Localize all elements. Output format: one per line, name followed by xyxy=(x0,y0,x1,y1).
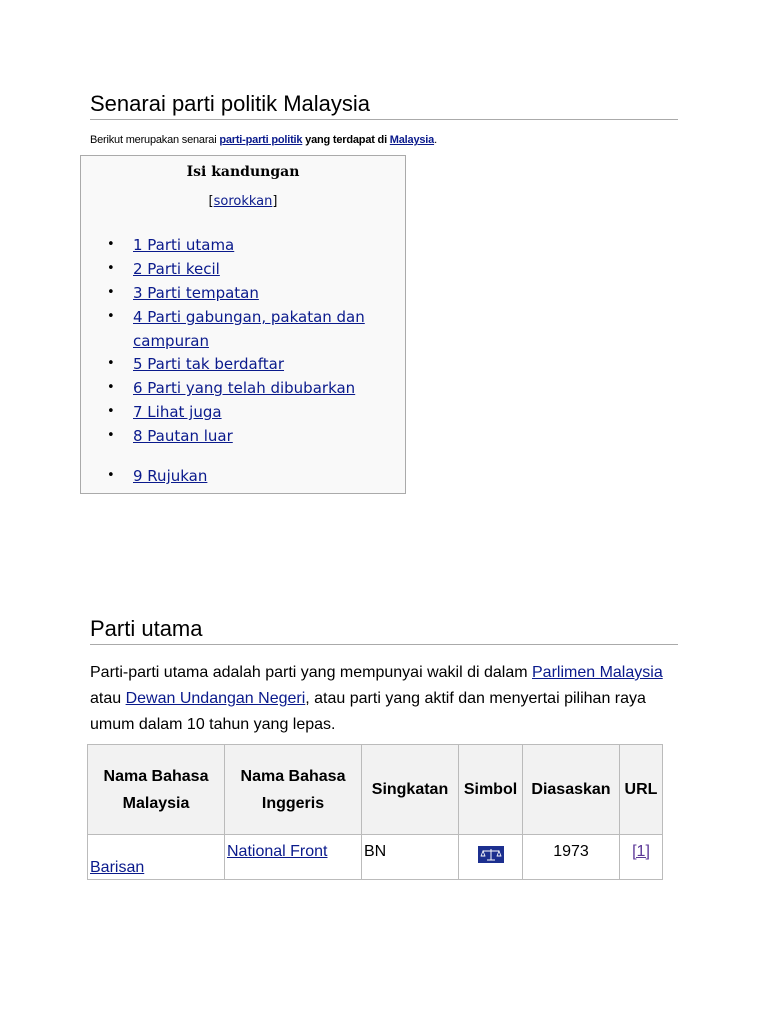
bullet-icon: • xyxy=(107,285,115,300)
intro-after: . xyxy=(434,134,437,146)
section-heading-parti-utama: Parti utama xyxy=(90,616,678,645)
col-header-nama-bm: Nama Bahasa Malaysia xyxy=(88,745,225,835)
cell-url xyxy=(620,835,663,880)
toc-list xyxy=(81,156,405,493)
toc-toggle-bracket-open: [ xyxy=(208,194,214,209)
scales-icon[interactable] xyxy=(478,846,504,863)
intro-before: Berikut merupakan senarai xyxy=(90,134,220,146)
toc-link-pautan-luar[interactable]: 8 Pautan luar xyxy=(133,427,233,445)
toc-hide-link[interactable]: sorokkan xyxy=(213,194,273,209)
table-of-contents xyxy=(80,155,406,494)
cell-diasaskan xyxy=(523,835,620,880)
table-row xyxy=(88,835,663,880)
col-header-diasaskan: Diasaskan xyxy=(523,745,620,835)
bullet-icon: • xyxy=(107,380,115,395)
parties-table xyxy=(87,744,663,880)
toc-link-lihat-juga[interactable]: 7 Lihat juga xyxy=(133,403,222,421)
founded-text: 1973 xyxy=(553,843,589,860)
bullet-icon: • xyxy=(107,468,115,483)
bullet-icon: • xyxy=(107,261,115,276)
col-header-nama-bi: Nama Bahasa Inggeris xyxy=(225,745,362,835)
col-header-simbol: Simbol xyxy=(459,745,523,835)
toc-link-parti-gabungan[interactable]: 4 Parti gabungan, pakatan dan campuran xyxy=(133,308,365,350)
para-text-3: , atau parti yang aktif dan menyertai pilihan raya umum dalam 10 tahun yang lepas. xyxy=(90,690,646,733)
toc-link-parti-utama[interactable]: 1 Parti utama xyxy=(133,236,235,254)
col-header-singkatan: Singkatan xyxy=(362,745,459,835)
table-header-row xyxy=(88,745,663,835)
cell-nama-bm xyxy=(88,835,225,880)
bullet-icon: • xyxy=(107,356,115,371)
toc-title: Isi kandungan xyxy=(186,164,300,180)
bullet-icon: • xyxy=(107,309,115,324)
para-text-1: Parti-parti utama adalah parti yang mempunyai wakil di dalam xyxy=(90,664,532,681)
page-title: Senarai parti politik Malaysia xyxy=(90,91,678,120)
abbr-text: BN xyxy=(364,843,387,860)
toc-link-parti-tak-berdaftar[interactable]: 5 Parti tak berdaftar xyxy=(133,355,285,373)
toc-link-rujukan[interactable]: 9 Rujukan xyxy=(133,467,208,485)
cell-singkatan xyxy=(362,835,459,880)
bullet-icon: • xyxy=(107,428,115,443)
toc-link-parti-dibubarkan[interactable]: 6 Parti yang telah dibubarkan xyxy=(133,379,356,397)
link-parti-politik[interactable]: parti-parti politik xyxy=(219,134,303,146)
cell-nama-bi xyxy=(225,835,362,880)
link-parlimen-malaysia[interactable]: Parlimen Malaysia xyxy=(532,664,663,681)
col-header-url: URL xyxy=(620,745,663,835)
intro-middle: yang terdapat di xyxy=(302,134,390,146)
cell-simbol xyxy=(459,835,523,880)
bullet-icon: • xyxy=(107,237,115,252)
toc-link-parti-kecil[interactable]: 2 Parti kecil xyxy=(133,260,220,278)
link-malaysia[interactable]: Malaysia xyxy=(389,134,435,146)
bullet-icon: • xyxy=(107,404,115,419)
link-barisan[interactable]: Barisan xyxy=(90,859,145,876)
ref-link[interactable]: [1] xyxy=(632,843,650,860)
link-national-front[interactable]: National Front xyxy=(227,843,328,860)
toc-link-parti-tempatan[interactable]: 3 Parti tempatan xyxy=(133,284,259,302)
link-dewan-undangan-negeri[interactable]: Dewan Undangan Negeri xyxy=(125,690,306,707)
section-paragraph xyxy=(90,660,680,738)
toc-toggle-bracket-close: ] xyxy=(272,194,278,209)
para-text-2: atau xyxy=(90,690,126,707)
intro-text xyxy=(90,133,437,147)
